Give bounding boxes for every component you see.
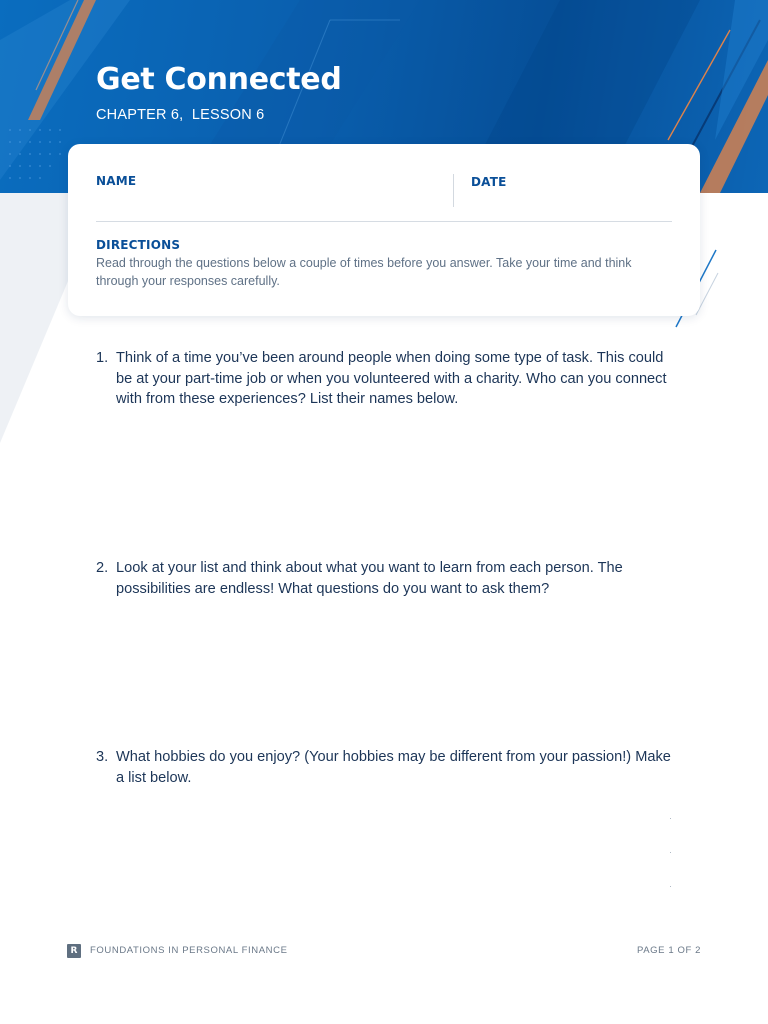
question-3 (96, 747, 676, 788)
page-number: PAGE 1 OF 2 (637, 945, 701, 956)
question-number: 1. (96, 350, 109, 366)
question-2 (96, 558, 676, 599)
page-title: Get Connected (96, 62, 342, 97)
student-info-card (68, 144, 700, 316)
brand-logo-icon: R (67, 944, 81, 958)
footer-brand: FOUNDATIONS IN PERSONAL FINANCE (90, 945, 288, 956)
decorative-dot (670, 818, 671, 819)
card-vertical-divider (453, 174, 454, 207)
date-label: DATE (471, 175, 507, 189)
question-text: Think of a time you’ve been around people when doing some type of task. This could be at your part-time job or when you volunteered with a charity. Who can you connect with from these experiences? List their names below. (116, 350, 667, 407)
card-horizontal-divider (96, 221, 672, 222)
directions-label: DIRECTIONS (96, 238, 181, 252)
question-text: Look at your list and think about what you want to learn from each person. The possibilities are endless! What questions do you want to ask them? (116, 560, 623, 597)
directions-text: Read through the questions below a couple of times before you answer. Take your time and think through your responses carefully. (96, 256, 632, 288)
name-label: NAME (96, 174, 137, 188)
question-number: 3. (96, 749, 109, 765)
question-number: 2. (96, 560, 109, 576)
question-1 (96, 348, 676, 410)
question-text: What hobbies do you enjoy? (Your hobbies may be different from your passion!) Make a list below. (116, 749, 671, 786)
decorative-dot (670, 886, 671, 887)
decorative-dot (670, 852, 671, 853)
chapter-lesson-subtitle: CHAPTER 6, LESSON 6 (96, 107, 265, 123)
